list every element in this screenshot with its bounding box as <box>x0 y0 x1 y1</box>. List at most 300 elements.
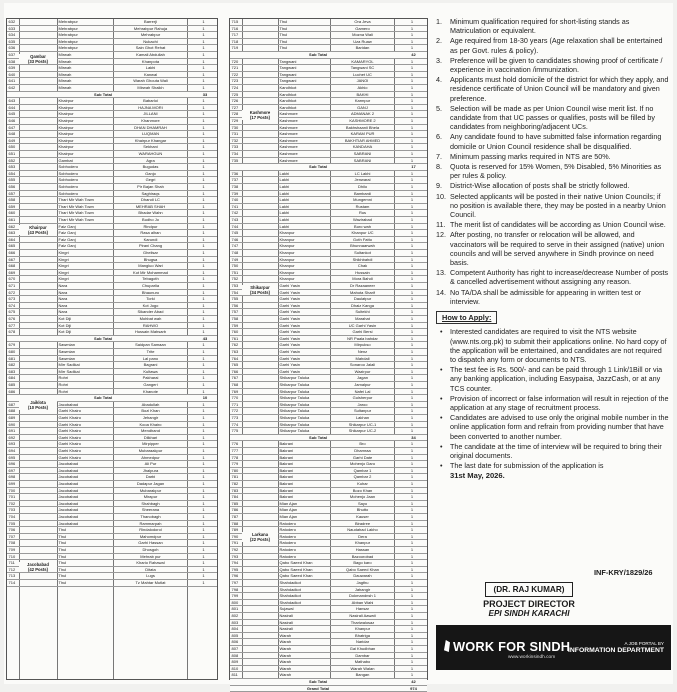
union-council-cell: Kooa Khairo <box>139 421 162 427</box>
union-council-cell: KANDAHA <box>352 144 373 150</box>
table-row <box>230 171 427 178</box>
tehsil-cell: Khanpur <box>279 230 295 236</box>
table-row <box>7 547 217 554</box>
posts-cell: 1 <box>202 507 205 513</box>
subtotal-posts: 974 <box>410 685 417 691</box>
tehsil-cell: Mian Ajan <box>279 514 298 519</box>
serial-cell: 702 <box>8 500 16 506</box>
tehsil-cell: Kashmore <box>279 157 298 163</box>
union-council-cell: Gangeri <box>143 382 158 387</box>
union-council-cell: Jenwarai <box>354 177 371 183</box>
signatory-office: EPI SINDH KARACHI <box>488 609 570 618</box>
serial-cell: 745 <box>231 230 239 236</box>
union-council-cell: Sultankot <box>354 250 371 255</box>
tehsil-cell: Qabo Saeed Khan <box>279 560 313 566</box>
footer-caption: A JOB PORTAL BY <box>624 641 664 646</box>
posts-cell: 1 <box>410 401 414 407</box>
posts-cell: 1 <box>410 283 414 288</box>
serial-cell: 714 <box>8 580 16 585</box>
union-council-cell: Tz Mahtar Mutlat <box>135 580 166 585</box>
posts-cell: 1 <box>202 342 205 348</box>
tehsil-cell: Sobhodero <box>58 177 79 183</box>
table-row <box>7 468 217 475</box>
serial-cell: 652 <box>8 157 16 163</box>
instruction-text: The merit list of candidates will be according as Union Council wise. <box>450 220 666 230</box>
tehsil-cell: Tangwani <box>279 71 297 77</box>
how-to-apply-list <box>436 327 669 470</box>
union-council-cell: Dera <box>358 533 367 539</box>
table-row <box>230 177 427 184</box>
posts-cell: 1 <box>410 428 414 434</box>
tehsil-cell: Jacobabad <box>58 507 79 513</box>
serial-cell: 769 <box>231 388 239 394</box>
tehsil-cell: Garhi Yasin <box>279 368 301 374</box>
serial-cell: 705 <box>8 520 16 526</box>
posts-cell: 1 <box>410 65 414 71</box>
serial-cell: 650 <box>8 144 16 150</box>
union-council-cell: Qambar 1 <box>353 467 372 473</box>
union-council-cell: Bazoorobad <box>351 553 374 559</box>
table-row <box>7 534 217 541</box>
union-council-cell: Mozna Wali <box>352 32 373 38</box>
tehsil-cell: Bakrani <box>279 481 294 486</box>
serial-cell: 667 <box>8 256 16 262</box>
instruction-number: 5. <box>436 103 442 113</box>
serial-cell: 809 <box>231 659 239 665</box>
instruction-text: Selected applicants will be posted in their native Union Councils; if no position is available there, they may be posted in a nearby Union Council. <box>450 191 666 220</box>
tehsil-cell: Rohri <box>58 375 69 381</box>
instruction-text: Minimum passing marks required in NTS are 50%. <box>450 151 611 161</box>
serial-cell: 771 <box>231 401 239 407</box>
serial-cell: 777 <box>231 448 239 453</box>
union-council-cell: Bhunnaarwah <box>350 243 375 249</box>
serial-cell: 799 <box>231 593 239 599</box>
serial-cell: 810 <box>231 665 239 671</box>
posts-cell: 1 <box>410 243 414 249</box>
posts-cell: 1 <box>202 573 205 579</box>
serial-cell: 671 <box>8 283 16 288</box>
serial-cell: 758 <box>231 316 239 321</box>
table-row <box>230 626 427 633</box>
serial-cell: 687 <box>8 401 16 407</box>
tehsil-cell: Jacobabad <box>58 487 79 493</box>
table-row <box>7 290 217 297</box>
posts-cell: 1 <box>202 441 205 447</box>
serial-cell: 686 <box>8 388 16 394</box>
tehsil-cell: Khairpur <box>58 131 74 137</box>
serial-cell: 649 <box>8 137 16 143</box>
table-row <box>230 672 427 679</box>
serial-cell: 700 <box>8 487 16 493</box>
serial-cell: 654 <box>8 170 16 176</box>
serial-cell: 806 <box>231 639 239 645</box>
table-row <box>230 547 427 554</box>
posts-cell: 1 <box>410 131 414 137</box>
union-council-cell: Chuparlia <box>141 283 160 288</box>
serial-cell: 787 <box>231 514 239 519</box>
union-council-cell: Luchet UC <box>353 71 372 77</box>
tehsil-cell: Shikarpur Taluka <box>279 428 310 434</box>
tehsil-cell: Shikarpur Taluka <box>279 408 310 414</box>
serial-cell: 713 <box>8 573 16 579</box>
union-council-cell: Mora Bahdi <box>352 276 373 282</box>
union-council-cell: Jhalpura <box>142 467 159 473</box>
work-for-sindh-logo <box>444 639 570 654</box>
serial-cell: 679 <box>8 342 16 348</box>
tehsil-cell: Mehrabpur <box>58 45 78 51</box>
instruction-text: Preference will be given to candidates showing proof of certificate / experience in vaccination /immunization. <box>450 55 663 75</box>
table-row <box>230 606 427 613</box>
posts-cell: 1 <box>202 65 205 71</box>
tehsil-cell: Kot Diji <box>58 329 72 335</box>
posts-cell: 1 <box>202 329 205 335</box>
instruction-text: After posting, no transfer or relocation will be allowed, and vaccinators will be required to serve in their assigned (native) union councils and will be served anywhere in Sindh province on need basis. <box>450 230 665 268</box>
serial-cell: 641 <box>8 78 16 84</box>
tehsil-cell: Shikarpur Taluka <box>279 395 310 401</box>
instruction-text: Competent Authority has right to increase/decrease Number of posts & cancelled advertisement without assigning any reason. <box>450 268 669 287</box>
union-council-cell: Goth Fatto <box>353 236 372 242</box>
tehsil-cell: Faiz Ganj <box>58 243 76 249</box>
table-row <box>230 296 427 303</box>
apply-step <box>436 327 669 364</box>
union-council-cell: Budho Jo <box>142 217 159 222</box>
serial-cell: 742 <box>231 210 239 216</box>
posts-cell: 1 <box>202 553 205 559</box>
union-council-cell: Sultekhi <box>355 309 370 315</box>
union-council-cell: Sonaroo Jalali <box>349 362 376 368</box>
union-council-cell: Hussain Mahsarb <box>134 329 167 335</box>
serial-cell: 734 <box>231 151 239 156</box>
union-council-cell: Mendhand <box>141 428 160 434</box>
serial-cell: 743 <box>231 217 239 222</box>
apply-step <box>436 413 669 441</box>
subtotal-posts: 17 <box>411 164 416 170</box>
serial-cell: 751 <box>231 269 239 275</box>
instruction-text: Quota is reserved for 15% Women, 5% Disabled, 5% Minorities as per rules & policy. <box>450 162 662 181</box>
serial-cell: 727 <box>231 104 239 110</box>
tehsil-cell: Jacobabad <box>58 481 79 486</box>
posts-cell: 1 <box>202 388 205 394</box>
instruction-number: 12. <box>436 230 446 240</box>
table-row <box>7 263 217 270</box>
table-row <box>230 138 427 145</box>
tehsil-cell: Jacobabad <box>58 500 79 506</box>
union-council-cell: Sayo <box>357 500 368 506</box>
tehsil-cell: Lakhi <box>279 184 290 189</box>
serial-cell: 753 <box>231 283 239 288</box>
table-row <box>230 587 427 594</box>
table-row <box>230 620 427 627</box>
union-council-cell: Bhugsa <box>143 256 158 262</box>
serial-cell: 716 <box>231 25 239 31</box>
serial-cell: 648 <box>8 131 16 137</box>
union-council-cell: Lal pano <box>142 355 159 361</box>
union-council-cell: Darbi <box>145 474 156 480</box>
table-row <box>230 45 427 52</box>
table-row <box>7 362 217 369</box>
posts-cell: 1 <box>202 190 205 196</box>
serial-cell: 710 <box>8 553 16 559</box>
bullet-icon: • <box>440 461 443 471</box>
union-council-cell: Sekhani <box>143 144 158 150</box>
union-council-cell: Shikhbahdi <box>352 256 373 262</box>
footer-url[interactable]: www.workinsindh.com <box>508 655 556 660</box>
posts-cell: 1 <box>202 144 205 150</box>
posts-cell: 1 <box>410 335 414 341</box>
table-row <box>7 507 217 514</box>
instruction-item <box>436 230 669 267</box>
table-row <box>230 369 427 376</box>
tehsil-cell: Kot Diji <box>58 316 72 321</box>
table-row <box>230 303 427 310</box>
serial-cell: 773 <box>231 415 239 420</box>
serial-cell: 778 <box>231 454 239 460</box>
posts-cell: 1 <box>410 85 414 90</box>
union-council-cell: JILLANI <box>143 111 158 117</box>
union-council-cell: Thariwalosaz <box>350 619 375 625</box>
posts-cell: 1 <box>202 25 205 31</box>
posts-cell: 1 <box>202 382 205 387</box>
serial-cell: 759 <box>231 322 239 328</box>
serial-cell: 664 <box>8 236 16 242</box>
tehsil-cell: Gambat <box>58 157 73 163</box>
table-row <box>230 375 427 382</box>
table-row <box>230 151 427 158</box>
tehsil-cell: Thul <box>279 32 288 38</box>
serial-cell: 767 <box>231 375 239 381</box>
tehsil-cell: Sujawal <box>279 606 294 612</box>
instruction-number: 14. <box>436 287 446 297</box>
union-council-cell: Akhio <box>357 85 368 90</box>
posts-cell: 1 <box>410 210 414 216</box>
table-row <box>230 78 427 85</box>
posts-cell: 1 <box>202 276 205 282</box>
table-row <box>7 164 217 171</box>
apply-step <box>436 461 669 470</box>
serial-cell: 785 <box>231 500 239 506</box>
union-council-cell: Bhatriga <box>355 632 370 638</box>
union-council-cell: Hassan <box>355 547 370 552</box>
serial-cell: 704 <box>8 514 16 519</box>
table-row <box>7 554 217 561</box>
instruction-text: District-Wise allocation of posts shall be strictly followed. <box>450 181 630 191</box>
posts-cell: 1 <box>410 500 414 506</box>
tehsil-cell: Sobhodero <box>58 170 79 176</box>
union-council-cell: Wazirpur <box>354 368 371 374</box>
serial-cell: 741 <box>231 203 239 209</box>
union-council-cell: Shikarpur UC-1 <box>348 421 377 427</box>
union-council-cell: BAKHTIAR AHMED <box>344 137 381 143</box>
tehsil-cell: Qabo Saeed Khan <box>279 566 313 572</box>
subtotal-posts: 43 <box>202 335 208 341</box>
instruction-text: Any candidate found to have submitted false information regarding domicile or Union Council residence shall be disqualified. <box>450 132 662 151</box>
serial-cell: 643 <box>8 98 16 104</box>
union-council-cell: Mangluo Wari <box>138 263 163 269</box>
posts-cell: 1 <box>410 25 414 31</box>
tehsil-cell: Thul <box>58 580 67 585</box>
table-row <box>230 428 427 435</box>
tehsil-cell: Khairpur <box>58 111 74 117</box>
table-row <box>230 507 427 514</box>
table-row <box>7 521 217 528</box>
tehsil-cell: Lakhi <box>279 190 290 196</box>
tehsil-cell: Shikarpur Taluka <box>279 375 310 381</box>
union-council-cell: Ganjo <box>145 170 156 176</box>
posts-cell: 1 <box>202 454 205 460</box>
tehsil-cell: Bakrani <box>279 454 294 460</box>
table-row <box>230 230 427 237</box>
serial-cell: 665 <box>8 243 16 249</box>
tehsil-cell: Garhi Yasin <box>279 355 301 361</box>
serial-cell: 694 <box>8 448 16 453</box>
posts-cell: 1 <box>410 467 414 473</box>
advert-reference: INF-KRY/1829/26 <box>594 568 653 577</box>
tehsil-cell: Garhi Khairo <box>58 454 81 460</box>
tehsil-cell: Khanpur <box>279 243 295 249</box>
eligibility-list <box>436 17 669 306</box>
table-row <box>7 303 217 310</box>
serial-cell: 808 <box>231 652 239 658</box>
serial-cell: 798 <box>231 586 239 592</box>
serial-cell: 776 <box>231 441 239 447</box>
tehsil-cell: Kandhkot <box>279 85 297 90</box>
serial-cell: 747 <box>231 243 239 249</box>
tehsil-cell: Garhi Yasin <box>279 322 301 328</box>
posts-cell: 1 <box>202 58 205 64</box>
table-row <box>7 85 217 92</box>
serial-cell: 693 <box>8 441 16 447</box>
serial-cell: 660 <box>8 210 16 216</box>
tehsil-cell: Jacobabad <box>58 494 79 500</box>
posts-cell: 1 <box>202 566 205 572</box>
posts-cell: 1 <box>410 236 414 242</box>
table-row <box>7 177 217 184</box>
union-council-cell: Jaroo <box>357 401 368 407</box>
tehsil-cell: Mehrabpur <box>58 38 78 44</box>
posts-cell: 1 <box>410 230 414 236</box>
table-row <box>230 39 427 46</box>
table-row <box>7 276 217 283</box>
tehsil-cell: Ratodero <box>279 520 296 526</box>
tehsil-cell: Kingri <box>58 256 69 262</box>
posts-cell: 1 <box>202 19 205 24</box>
union-council-cell: GANJ <box>357 104 368 110</box>
instruction-number: 9. <box>436 181 442 191</box>
posts-cell: 1 <box>202 164 205 170</box>
posts-cell: 1 <box>410 296 414 302</box>
instruction-item <box>436 17 669 35</box>
instruction-item <box>436 132 669 150</box>
serial-cell: 731 <box>231 131 239 137</box>
serial-cell: 811 <box>231 672 238 678</box>
instruction-text: Selection will be made as per Union Council wise merit list. If no candidate from that UC passes or qualifies, posts will be filled by candidates from neighboring/adjacent UCs. <box>450 103 655 132</box>
serial-cell: 639 <box>8 65 16 71</box>
tehsil-cell: Warah <box>279 672 292 678</box>
table-row <box>7 191 217 198</box>
posts-cell: 1 <box>202 362 205 368</box>
tehsil-cell: Garhi Khairo <box>58 434 81 440</box>
union-council-cell: Saghiraqs <box>141 190 160 196</box>
table-row <box>230 389 427 396</box>
table-row <box>230 26 427 33</box>
apply-step-text: The candidate at the time of interview will be required to bring their original documents. <box>450 441 662 460</box>
tehsil-cell: Khanpur <box>279 269 295 275</box>
district-group-label: Khairpur (43 Posts) <box>19 225 57 235</box>
union-council-cell: Gamero <box>355 25 370 31</box>
serial-cell: 729 <box>231 118 239 123</box>
union-council-cell: Mirapur <box>143 494 158 500</box>
table-row <box>7 184 217 191</box>
union-council-cell: LUQMAN <box>141 131 160 137</box>
tehsil-cell: Garhi Khairo <box>58 421 81 427</box>
posts-cell: 1 <box>202 111 205 117</box>
table-row <box>7 283 217 290</box>
instruction-number: 7. <box>436 151 442 161</box>
table-row <box>7 369 217 376</box>
union-council-cell: Sain Ghot Rehat <box>135 45 166 51</box>
table-row <box>7 171 217 178</box>
posts-cell: 1 <box>410 124 414 130</box>
union-council-cell: Kanwal <box>143 71 158 77</box>
tehsil-cell: Lakhi <box>279 170 290 176</box>
serial-cell: 761 <box>231 335 239 341</box>
union-council-cell: LC Lakhi <box>354 170 371 176</box>
union-council-cell: Dhamraa <box>354 448 371 453</box>
table-row <box>230 573 427 580</box>
union-council-cell: Kauser <box>356 514 369 519</box>
union-council-cell: Ghelisar <box>143 250 158 255</box>
posts-cell: 1 <box>202 256 205 262</box>
table-row <box>230 633 427 640</box>
table-row <box>230 309 427 316</box>
serial-cell: 788 <box>231 520 239 526</box>
footer-department: INFORMATION DEPARTMENT <box>568 647 665 654</box>
tehsil-cell: Nara <box>58 309 68 315</box>
union-council-cell: Pakharai <box>142 375 159 381</box>
serial-cell: 746 <box>231 236 239 242</box>
serial-cell: 768 <box>231 382 239 387</box>
union-council-cell: Abadullah <box>141 401 160 407</box>
union-council-cell: Jagthu <box>356 580 369 585</box>
serial-cell: 786 <box>231 507 239 513</box>
table-row <box>230 158 427 165</box>
posts-cell: 1 <box>202 38 205 44</box>
table-row <box>230 217 427 224</box>
serial-cell: 725 <box>231 91 239 97</box>
tehsil-cell: Jacobabad <box>58 401 79 407</box>
serial-cell: 720 <box>231 58 239 64</box>
table-row <box>7 415 217 422</box>
subtotal-label: Sub Total <box>309 679 327 684</box>
posts-cell: 1 <box>410 580 414 585</box>
district-group-label: Kashmore (17 Posts) <box>242 110 278 120</box>
serial-cell: 797 <box>231 580 239 585</box>
serial-cell: 669 <box>8 269 16 275</box>
union-council-cell: Bago karo <box>353 560 372 566</box>
union-council-cell: Khanote <box>143 388 158 394</box>
union-council-cell: Khanpur <box>354 626 371 632</box>
tehsil-cell: Jacobabad <box>58 467 79 473</box>
tehsil-cell: Khairpur <box>58 98 74 104</box>
union-council-cell: Jagan <box>357 375 368 381</box>
posts-cell: 1 <box>410 38 414 44</box>
union-council-cell: Bangan <box>355 672 370 678</box>
tehsil-cell: Kingri <box>58 269 69 275</box>
serial-cell: 673 <box>8 296 16 302</box>
tehsil-cell: Kashmore <box>279 137 298 143</box>
posts-cell: 1 <box>410 177 414 183</box>
tehsil-cell: Lakhi <box>279 210 290 216</box>
